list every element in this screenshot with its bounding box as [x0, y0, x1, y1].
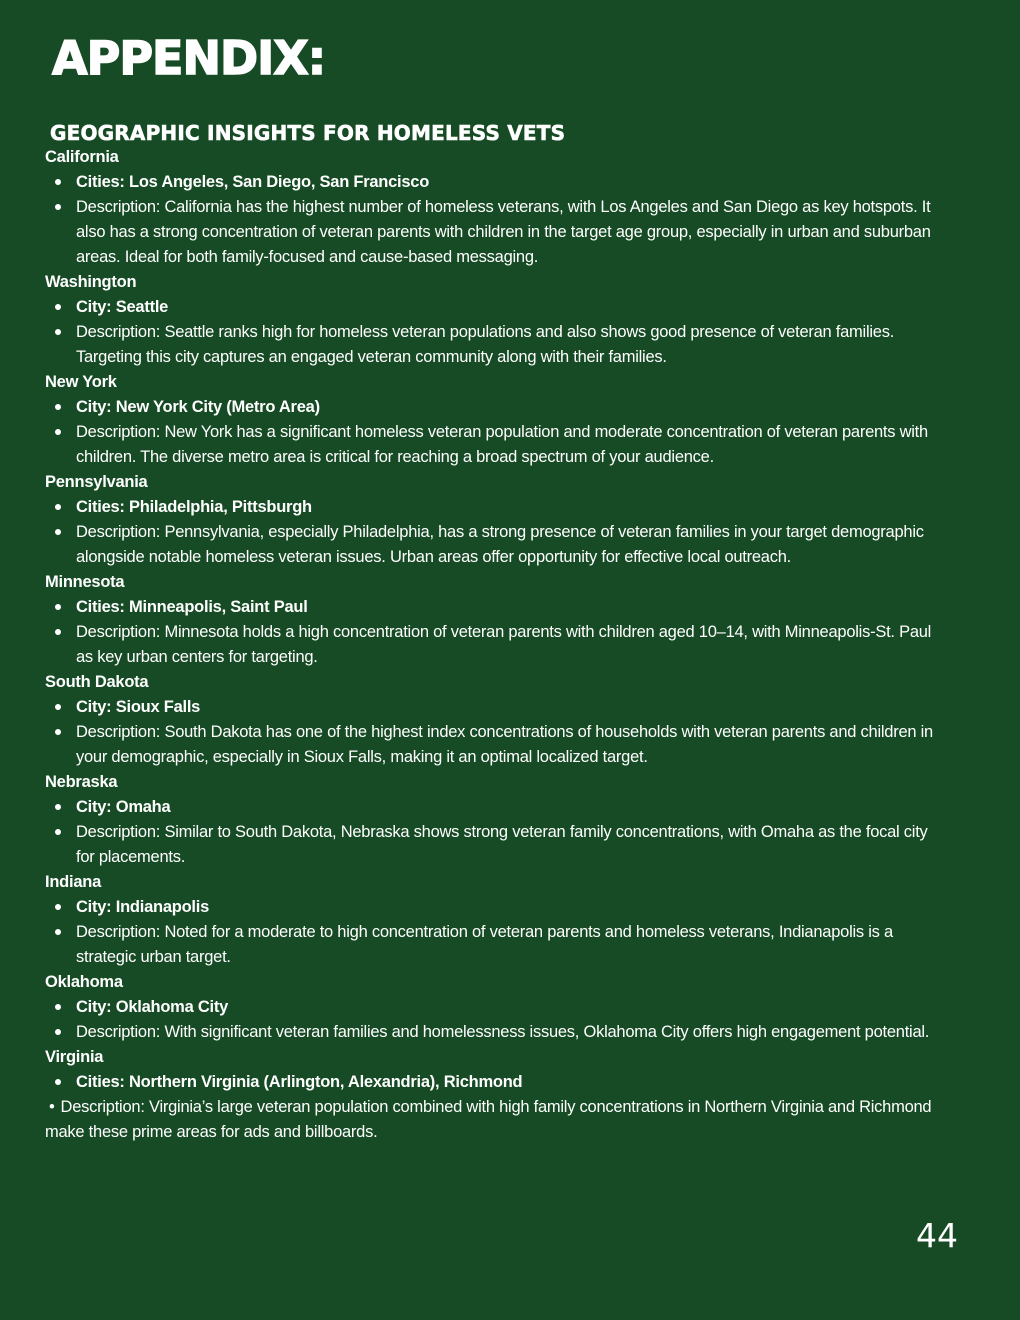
- state-section-california: [45, 145, 940, 270]
- state-details: [45, 795, 940, 870]
- state-section-pennsylvania: [45, 470, 940, 570]
- state-name: Nebraska: [45, 773, 118, 791]
- state-details: [45, 995, 940, 1045]
- description-item: Description: Similar to South Dakota, Nebraska shows strong veteran family concentrations, with Omaha as the focal city for placements.: [76, 820, 940, 870]
- state-name: Indiana: [45, 873, 102, 891]
- state-name: South Dakota: [45, 673, 149, 691]
- section-subtitle: GEOGRAPHIC INSIGHTS FOR HOMELESS VETS: [50, 121, 566, 145]
- bullet-dot-icon: •: [49, 1098, 55, 1116]
- description-paragraph: [45, 1095, 940, 1145]
- city-item: Cities: Philadelphia, Pittsburgh: [76, 495, 940, 520]
- state-name: Oklahoma: [45, 973, 123, 991]
- state-name: Virginia: [45, 1048, 104, 1066]
- state-details: [45, 495, 940, 570]
- description-item: Description: Noted for a moderate to high concentration of veteran parents and homeless veterans, Indianapolis is a strategic urban target.: [76, 920, 940, 970]
- state-section-minnesota: [45, 570, 940, 670]
- page-title: APPENDIX:: [52, 31, 326, 85]
- page-number: 44: [916, 1216, 958, 1255]
- city-item: Cities: Minneapolis, Saint Paul: [76, 595, 940, 620]
- state-name: Washington: [45, 273, 137, 291]
- state-list: [45, 145, 940, 1145]
- state-details: [45, 595, 940, 670]
- state-details: [45, 895, 940, 970]
- city-item: City: Oklahoma City: [76, 995, 940, 1020]
- state-section-nebraska: [45, 770, 940, 870]
- state-details: [45, 170, 940, 270]
- description-item: Description: South Dakota has one of the highest index concentrations of households with veteran parents and children in your demographic, especially in Sioux Falls, making it an optimal localized target.: [76, 720, 940, 770]
- state-details: [45, 395, 940, 470]
- state-section-south-dakota: [45, 670, 940, 770]
- state-name: California: [45, 148, 119, 166]
- description-item: Description: New York has a significant homeless veteran population and moderate concentration of veteran parents with children. The diverse metro area is critical for reaching a broad spectrum of your audience.: [76, 420, 940, 470]
- description-item: Description: Pennsylvania, especially Philadelphia, has a strong presence of veteran families in your target demographic alongside notable homeless veteran issues. Urban areas offer opportunity for effective local outreach.: [76, 520, 940, 570]
- description-item: Description: With significant veteran families and homelessness issues, Oklahoma City offers high engagement potential.: [76, 1020, 940, 1045]
- city-item: Cities: Los Angeles, San Diego, San Francisco: [76, 170, 940, 195]
- description-item: Description: Seattle ranks high for homeless veteran populations and also shows good presence of veteran families. Targeting this city captures an engaged veteran community along with their families.: [76, 320, 940, 370]
- city-item: City: Omaha: [76, 795, 940, 820]
- state-section-washington: [45, 270, 940, 370]
- state-name: Pennsylvania: [45, 473, 148, 491]
- state-details: [45, 1070, 940, 1095]
- state-name: Minnesota: [45, 573, 125, 591]
- state-section-indiana: [45, 870, 940, 970]
- state-section-virginia: [45, 1045, 940, 1145]
- city-item: City: Sioux Falls: [76, 695, 940, 720]
- state-section-oklahoma: [45, 970, 940, 1045]
- state-section-new-york: [45, 370, 940, 470]
- city-item: City: Seattle: [76, 295, 940, 320]
- description-item: Description: Minnesota holds a high concentration of veteran parents with children aged 10–14, with Minneapolis-St. Paul as key urban centers for targeting.: [76, 620, 940, 670]
- city-item: City: Indianapolis: [76, 895, 940, 920]
- city-item: Cities: Northern Virginia (Arlington, Alexandria), Richmond: [76, 1070, 940, 1095]
- city-item: City: New York City (Metro Area): [76, 395, 940, 420]
- description-item: Description: California has the highest number of homeless veterans, with Los Angeles and San Diego as key hotspots. It also has a strong concentration of veteran parents with children in the target age group, especially in urban and suburban areas. Ideal for both family-focused and cause-based messaging.: [76, 195, 940, 270]
- state-name: New York: [45, 373, 117, 391]
- description-text: Description: Virginia’s large veteran population combined with high family concentrations in Northern Virginia and Richmond make these prime areas for ads and billboards.: [45, 1098, 932, 1141]
- state-details: [45, 295, 940, 370]
- state-details: [45, 695, 940, 770]
